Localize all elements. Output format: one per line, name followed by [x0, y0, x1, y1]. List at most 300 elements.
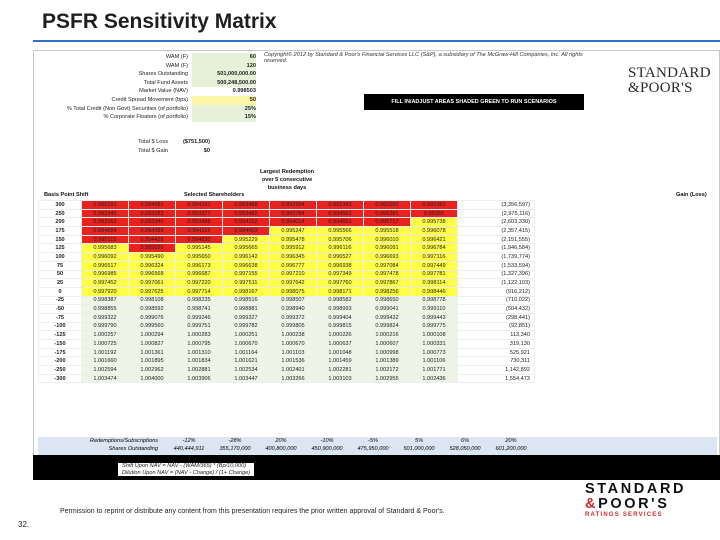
input-label: % Corporate Floaters (of portfolio) — [103, 114, 188, 121]
nav-cell: 0.993340 — [129, 218, 176, 227]
table-row — [39, 235, 535, 244]
nav-cell: 1.000827 — [129, 340, 176, 349]
nav-cell: 0.998940 — [270, 305, 317, 314]
title-rule — [33, 40, 720, 42]
nav-cell: 0.993488 — [176, 218, 223, 227]
redemption-cell: -5% — [368, 438, 378, 444]
nav-cell: 1.002436 — [411, 374, 458, 383]
input-label: % Total Credit (Non Govt) Securities (of portfolio) — [66, 105, 188, 112]
bps-cell: 75 — [39, 261, 82, 270]
table-row — [39, 287, 535, 296]
nav-cell: 0.999815 — [317, 322, 364, 331]
nav-cell: 0.996142 — [223, 253, 270, 262]
nav-cell: 0.999076 — [129, 313, 176, 322]
nav-cell: 0.994014 — [270, 218, 317, 227]
gain-cell: 730,311 — [458, 357, 535, 366]
table-row — [39, 348, 535, 357]
footer-note: Permission to reprint or distribute any content from this presentation requires the prior written approval of Standard & Poor's. — [60, 508, 445, 515]
nav-cell: 1.000257 — [82, 331, 129, 340]
nav-cell: 0.996116 — [317, 244, 364, 253]
nav-cell: 0.998256 — [364, 287, 411, 296]
nav-cell: 0.998993 — [317, 305, 364, 314]
input-row — [40, 62, 260, 71]
table-row — [39, 331, 535, 340]
nav-cell: 0.993283 — [129, 209, 176, 218]
bps-cell: -125 — [39, 331, 82, 340]
nav-cell: 1.002962 — [129, 366, 176, 375]
shares-label: Shares Outstanding — [108, 446, 158, 452]
shares-cell: 355,170,000 — [219, 446, 251, 452]
nav-cell: 0.999041 — [364, 305, 411, 314]
nav-cell: 0.998778 — [411, 296, 458, 305]
gain-cell: 319,130 — [458, 340, 535, 349]
nav-cell: 0.993482 — [223, 209, 270, 218]
nav-cell: 0.998108 — [129, 296, 176, 305]
nav-cell: 0.995478 — [270, 235, 317, 244]
input-value: 120 — [192, 62, 256, 71]
table-row — [39, 322, 535, 331]
nav-cell: 1.000670 — [223, 340, 270, 349]
nav-cell: 0.996421 — [411, 235, 458, 244]
nav-cell: 0.996092 — [82, 253, 129, 262]
nav-cell: 0.999372 — [270, 313, 317, 322]
nav-cell: 0.998881 — [223, 305, 270, 314]
nav-cell: 0.998741 — [176, 305, 223, 314]
nav-cell: 0.993345 — [82, 209, 129, 218]
table-row — [39, 305, 535, 314]
input-row — [40, 105, 260, 114]
shares-cell: 528,050,000 — [449, 446, 481, 452]
input-row — [40, 96, 260, 105]
nav-cell: 0.996784 — [411, 244, 458, 253]
input-row — [40, 87, 260, 96]
nav-cell: 0.996527 — [317, 253, 364, 262]
redemption-cell: 6% — [460, 438, 470, 444]
nav-cell: 0.995912 — [270, 244, 317, 253]
redemption-cell: 5% — [414, 438, 424, 444]
input-value: 15% — [192, 113, 256, 122]
nav-cell: 1.000795 — [176, 340, 223, 349]
nav-cell: 1.002401 — [270, 366, 317, 375]
input-label: Market Value (NAV) — [139, 88, 188, 95]
nav-cell: 0.997155 — [223, 270, 270, 279]
nav-cell: 0.994562 — [317, 209, 364, 218]
loss-row — [40, 147, 210, 156]
nav-cell: 0.995717 — [364, 218, 411, 227]
sp-logo-line1: STANDARD — [628, 65, 711, 81]
nav-cell: 1.000283 — [176, 331, 223, 340]
input-value: 50 — [192, 96, 256, 105]
nav-cell: 0.995229 — [223, 235, 270, 244]
nav-cell: 0.992092 — [364, 201, 411, 210]
nav-cell: 0.995566 — [317, 227, 364, 236]
gain-cell: (1,327,396) — [458, 270, 535, 279]
nav-cell: 0.995665 — [223, 244, 270, 253]
loss-label: Total $ Gain — [138, 147, 168, 154]
gain-cell: (504,432) — [458, 305, 535, 314]
nav-cell: 0.991981 — [411, 201, 458, 210]
nav-cell: 0.996324 — [129, 261, 176, 270]
nav-cell: 0.998167 — [223, 287, 270, 296]
nav-cell: 0.998650 — [364, 296, 411, 305]
gain-cell: (1,739,774) — [458, 253, 535, 262]
nav-cell: 0.997116 — [411, 253, 458, 262]
nav-cell: 0.995518 — [364, 227, 411, 236]
bps-cell: 100 — [39, 253, 82, 262]
nav-cell: 0.996291 — [82, 201, 129, 210]
input-parameters — [40, 53, 260, 122]
table-row — [39, 227, 535, 236]
redemptions-row — [38, 437, 717, 445]
sensitivity-matrix — [38, 200, 535, 383]
nav-cell: 0.996173 — [176, 261, 223, 270]
bps-cell: 300 — [39, 201, 82, 210]
gain-cell: (3,356,597) — [458, 201, 535, 210]
table-row — [39, 279, 535, 288]
table-row — [39, 357, 535, 366]
nav-cell: 1.000331 — [411, 340, 458, 349]
nav-cell: 0.994981 — [129, 201, 176, 210]
nav-cell: 0.999404 — [317, 313, 364, 322]
header-largest: Largest Redemption over 5 consecutive business days — [259, 169, 315, 191]
nav-cell: 0.999751 — [176, 322, 223, 331]
input-value: 25% — [192, 105, 256, 114]
redemptions-label: Redemptions/Subscriptions — [89, 438, 158, 444]
table-row — [39, 374, 535, 383]
input-value: 501,000,000.00 — [192, 70, 256, 79]
nav-cell: 0.997349 — [317, 270, 364, 279]
nav-cell: 1.000108 — [411, 331, 458, 340]
nav-cell: 1.000725 — [82, 340, 129, 349]
nav-cell: 0.996078 — [411, 227, 458, 236]
input-value: 0.998503 — [232, 88, 256, 95]
bps-cell: -250 — [39, 366, 82, 375]
nav-cell: 0.998582 — [317, 296, 364, 305]
nav-cell: 1.003103 — [317, 374, 364, 383]
nav-cell: 0.996687 — [176, 270, 223, 279]
nav-cell: 0.999322 — [82, 313, 129, 322]
shares-cell: 475,950,000 — [357, 446, 389, 452]
bps-cell: 150 — [39, 235, 82, 244]
bps-cell: 200 — [39, 218, 82, 227]
header-gain: Gain (Loss) — [676, 192, 707, 198]
nav-cell: 1.003266 — [270, 374, 317, 383]
table-row — [39, 340, 535, 349]
nav-cell: 0.997920 — [82, 287, 129, 296]
nav-cell: 0.994191 — [176, 201, 223, 210]
input-row — [40, 70, 260, 79]
nav-cell: 1.001536 — [270, 357, 317, 366]
nav-cell: 1.001361 — [129, 348, 176, 357]
nav-cell: 1.004000 — [129, 374, 176, 383]
input-value: 500,248,500.00 — [192, 79, 256, 88]
nav-cell: 0.999327 — [223, 313, 270, 322]
formula-notes — [118, 463, 254, 476]
nav-cell: 1.003447 — [223, 374, 270, 383]
nav-cell: 0.996345 — [270, 253, 317, 262]
nav-cell: 0.993162 — [82, 218, 129, 227]
nav-cell: 0.998235 — [176, 296, 223, 305]
input-row — [40, 53, 260, 62]
nav-cell: 1.001103 — [270, 348, 317, 357]
gain-cell: 1,554,473 — [458, 374, 535, 383]
nav-cell: 1.003906 — [176, 374, 223, 383]
nav-cell: 1.002594 — [82, 366, 129, 375]
table-row — [39, 296, 535, 305]
nav-cell: 0.997625 — [129, 287, 176, 296]
sp-logo-sheet — [628, 65, 711, 96]
nav-cell: 1.000637 — [317, 340, 364, 349]
bps-cell: -75 — [39, 313, 82, 322]
gain-cell: (2,357,415) — [458, 227, 535, 236]
sp-ratings-logo — [585, 482, 686, 518]
bps-cell: -175 — [39, 348, 82, 357]
formula-line: Shift Upon NAV = NAV - (WAM/365) * (Bp/10,000) — [122, 463, 247, 469]
gain-cell: 525,921 — [458, 348, 535, 357]
nav-cell: 0.999824 — [364, 322, 411, 331]
nav-cell: 0.996693 — [364, 253, 411, 262]
copyright-note: Copyright© 2012 by Standard & Poor's Financial Services LLC (S&P), a subsidiary of The McGraw-Hill Companies, Inc. All rights reserved. — [264, 52, 583, 64]
page-number: 32. — [18, 520, 30, 529]
nav-cell: 0.99355 — [411, 209, 458, 218]
input-label: Shares Outstanding — [138, 71, 188, 78]
nav-cell: 0.994152 — [223, 218, 270, 227]
redemption-cell: -10% — [320, 438, 334, 444]
loss-row — [40, 138, 210, 147]
nav-cell: 1.000251 — [223, 331, 270, 340]
nav-cell: 0.993488 — [223, 201, 270, 210]
nav-cell: 0.996091 — [364, 244, 411, 253]
nav-cell: 1.000238 — [270, 331, 317, 340]
bps-cell: -200 — [39, 357, 82, 366]
nav-cell: 0.999246 — [176, 313, 223, 322]
shares-cell: 440,444,911 — [173, 446, 205, 452]
gain-cell: (2,151,555) — [458, 235, 535, 244]
nav-cell: 0.995145 — [176, 244, 223, 253]
nav-cell: 1.002281 — [317, 366, 364, 375]
nav-cell: 0.995738 — [411, 218, 458, 227]
input-label: Credit Spread Movement (bps) — [111, 96, 188, 103]
redemption-cell: 20% — [275, 438, 287, 444]
logo-line3: RATINGS SERVICES — [585, 512, 663, 518]
nav-cell: 0.993377 — [176, 209, 223, 218]
nav-cell: 0.998516 — [223, 296, 270, 305]
nav-cell: 0.997210 — [270, 270, 317, 279]
nav-cell: 0.999805 — [270, 322, 317, 331]
nav-cell: 1.002534 — [223, 366, 270, 375]
gain-cell: (710,022) — [458, 296, 535, 305]
shares-row — [38, 445, 717, 453]
loss-value: ($751,500) — [182, 139, 210, 145]
gain-cell: (1,946,584) — [458, 244, 535, 253]
bps-cell: -100 — [39, 322, 82, 331]
bps-cell: 175 — [39, 227, 82, 236]
nav-cell: 0.992343 — [317, 201, 364, 210]
bps-cell: -300 — [39, 374, 82, 383]
bps-cell: 125 — [39, 244, 82, 253]
input-label: WAM (F) — [165, 54, 188, 60]
nav-cell: 0.996517 — [82, 261, 129, 270]
nav-cell: 0.999432 — [364, 313, 411, 322]
table-row — [39, 201, 535, 210]
nav-cell: 0.994428 — [129, 235, 176, 244]
page-title: PSFR Sensitivity Matrix — [42, 10, 277, 33]
gain-cell: (2,975,116) — [458, 209, 535, 218]
nav-cell: 0.995115 — [82, 235, 129, 244]
shares-cell: 601,200,000 — [495, 446, 527, 452]
bps-cell: 250 — [39, 209, 82, 218]
input-row — [40, 79, 260, 88]
nav-cell: 0.996985 — [82, 270, 129, 279]
shares-cell: 450,900,000 — [311, 446, 343, 452]
nav-cell: 1.000670 — [270, 340, 317, 349]
logo-poors: POOR'S — [598, 496, 670, 512]
nav-cell: 0.996010 — [364, 235, 411, 244]
logo-ampersand: & — [585, 496, 599, 512]
nav-cell: 1.001048 — [317, 348, 364, 357]
input-row — [40, 113, 260, 122]
nav-cell: 1.000998 — [364, 348, 411, 357]
nav-cell: 0.998592 — [129, 305, 176, 314]
nav-cell: 0.995683 — [82, 244, 129, 253]
redemption-cell: -12% — [182, 438, 196, 444]
bps-cell: 0 — [39, 287, 82, 296]
nav-cell: 0.995247 — [270, 227, 317, 236]
nav-cell: 0.999560 — [129, 322, 176, 331]
gain-cell: (92,851) — [458, 322, 535, 331]
table-row — [39, 313, 535, 322]
nav-cell: 0.995706 — [317, 235, 364, 244]
nav-cell: 1.001192 — [82, 348, 129, 357]
table-row — [39, 218, 535, 227]
logo-line1: STANDARD — [585, 481, 687, 497]
nav-cell: 0.997061 — [129, 279, 176, 288]
nav-cell: 0.997760 — [317, 279, 364, 288]
nav-cell: 1.002881 — [176, 366, 223, 375]
table-row — [39, 366, 535, 375]
nav-cell: 1.001834 — [176, 357, 223, 366]
nav-cell: 1.001660 — [82, 357, 129, 366]
nav-cell: 0.994830 — [176, 235, 223, 244]
header-bps: Basis Point Shift — [44, 192, 89, 198]
nav-cell: 0.999110 — [411, 305, 458, 314]
nav-cell: 0.993784 — [270, 209, 317, 218]
nav-cell: 0.997449 — [411, 261, 458, 270]
loss-value: $0 — [203, 147, 210, 154]
bps-cell: -25 — [39, 296, 82, 305]
bps-cell: -50 — [39, 305, 82, 314]
nav-cell: 0.994651 — [317, 218, 364, 227]
nav-cell: 0.998507 — [270, 296, 317, 305]
loss-label: Total $ Loss — [138, 139, 168, 145]
gain-cell: (1,533,594) — [458, 261, 535, 270]
table-row — [39, 261, 535, 270]
gain-cell: (298,441) — [458, 313, 535, 322]
sp-logo-line2: &POOR'S — [628, 80, 693, 96]
nav-cell: 0.999775 — [411, 322, 458, 331]
formula-line: Dilution Upon NAV = (NAV - Change) / (1+ Change) — [122, 469, 251, 476]
bps-cell: 50 — [39, 270, 82, 279]
nav-cell: 0.998446 — [411, 287, 458, 296]
nav-cell: 0.997867 — [364, 279, 411, 288]
nav-cell: 1.001310 — [176, 348, 223, 357]
nav-cell: 0.997511 — [223, 279, 270, 288]
nav-cell: 0.998855 — [82, 305, 129, 314]
input-label: WAM (F) — [165, 62, 188, 69]
nav-cell: 0.998075 — [270, 287, 317, 296]
nav-cell: 1.000773 — [411, 348, 458, 357]
nav-cell: 0.996938 — [317, 261, 364, 270]
nav-cell: 0.994398 — [129, 227, 176, 236]
nav-cell: 1.001389 — [364, 357, 411, 366]
nav-cell: 0.999790 — [82, 322, 129, 331]
nav-cell: 0.992994 — [270, 201, 317, 210]
nav-cell: 1.002172 — [364, 366, 411, 375]
bps-cell: -150 — [39, 340, 82, 349]
input-label: Total Fund Assets — [143, 79, 188, 86]
header-selected: Selected Shareholders — [184, 192, 245, 198]
logo-line2 — [585, 497, 686, 512]
nav-cell: 1.001621 — [223, 357, 270, 366]
nav-cell: 0.997478 — [364, 270, 411, 279]
loss-summary — [40, 138, 210, 155]
nav-cell: 1.001459 — [317, 357, 364, 366]
nav-cell: 0.996777 — [270, 261, 317, 270]
nav-cell: 0.999782 — [223, 322, 270, 331]
gain-cell: 113,340 — [458, 331, 535, 340]
nav-cell: 1.001895 — [129, 357, 176, 366]
shares-cell: 501,000,000 — [403, 446, 435, 452]
nav-cell: 0.998387 — [82, 296, 129, 305]
nav-cell: 0.994694 — [82, 227, 129, 236]
nav-cell: 0.997452 — [82, 279, 129, 288]
nav-cell: 1.003474 — [82, 374, 129, 383]
table-row — [39, 253, 535, 262]
nav-cell: 0.995026 — [129, 244, 176, 253]
nav-cell: 0.997642 — [270, 279, 317, 288]
gain-cell: (1,122,103) — [458, 279, 535, 288]
nav-cell: 0.999443 — [411, 313, 458, 322]
nav-cell: 0.996638 — [223, 261, 270, 270]
nav-cell: 1.001771 — [411, 366, 458, 375]
table-row — [39, 270, 535, 279]
nav-cell: 0.995490 — [129, 253, 176, 262]
redemption-cell: 20% — [505, 438, 517, 444]
bps-cell: 25 — [39, 279, 82, 288]
nav-cell: 1.001164 — [223, 348, 270, 357]
nav-cell: 1.002955 — [364, 374, 411, 383]
nav-cell: 1.001106 — [411, 357, 458, 366]
gain-cell: 1,142,892 — [458, 366, 535, 375]
nav-cell: 0.994115 — [176, 227, 223, 236]
nav-cell: 0.995650 — [176, 253, 223, 262]
nav-cell: 0.994603 — [223, 227, 270, 236]
nav-cell: 0.997084 — [364, 261, 411, 270]
table-row — [39, 244, 535, 253]
nav-cell: 0.998114 — [411, 279, 458, 288]
nav-cell: 0.998171 — [317, 287, 364, 296]
nav-cell: 0.997220 — [176, 279, 223, 288]
redemption-cell: -28% — [228, 438, 242, 444]
fill-instruction: FILL IN/ADJUST AREAS SHADED GREEN TO RUN SCENARIOS — [364, 94, 584, 110]
table-row — [39, 209, 535, 218]
nav-cell: 1.000607 — [364, 340, 411, 349]
gain-cell: (916,212) — [458, 287, 535, 296]
nav-cell: 0.996568 — [129, 270, 176, 279]
input-value: 60 — [192, 53, 256, 62]
shares-cell: 400,800,000 — [265, 446, 297, 452]
nav-cell: 1.000216 — [364, 331, 411, 340]
